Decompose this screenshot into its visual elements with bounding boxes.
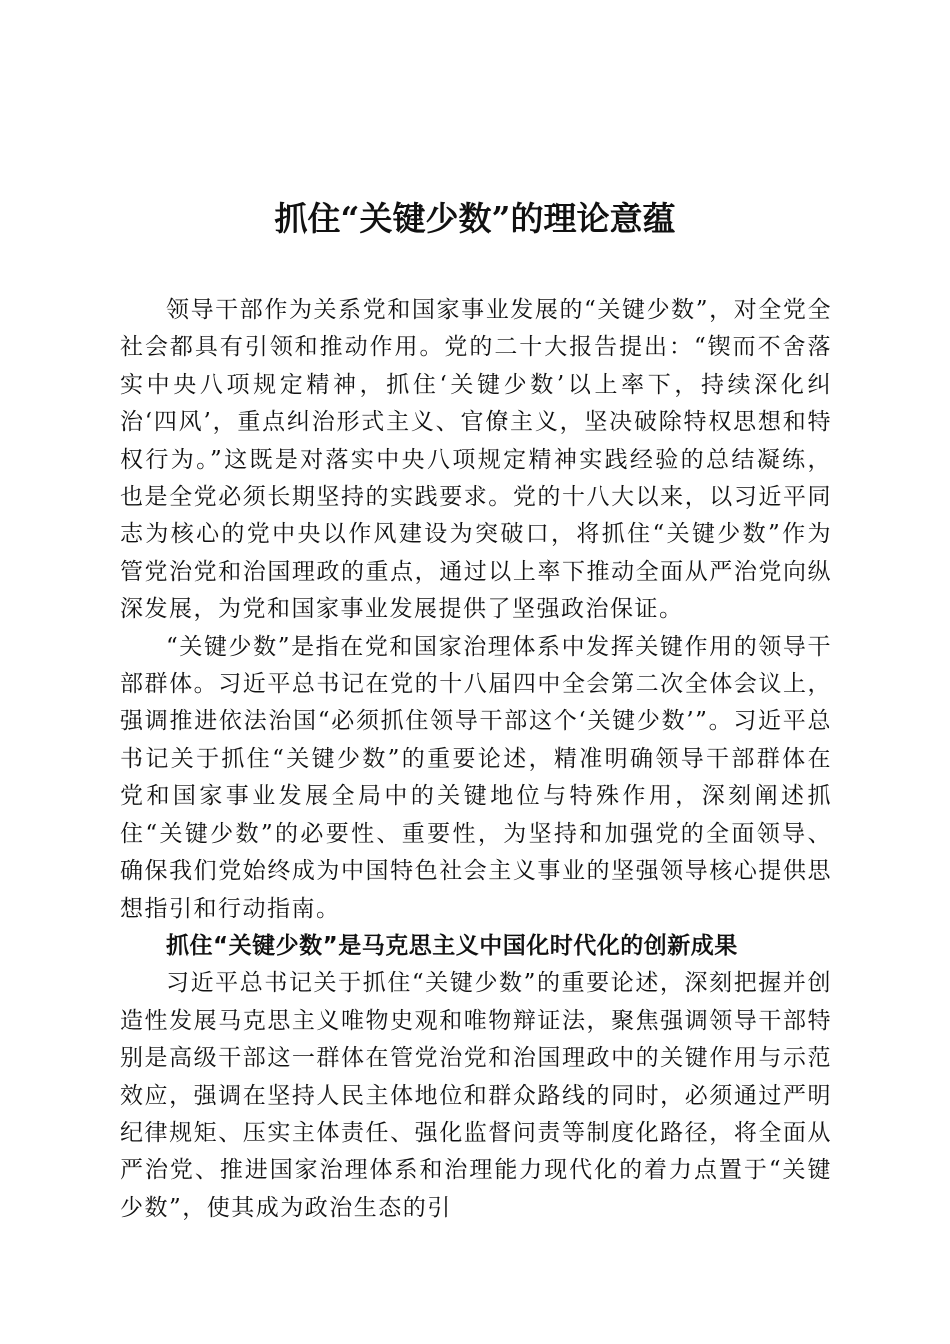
document-title: 抓住“关键少数”的理论意蕴 xyxy=(274,199,676,238)
paragraph-definition: “关键少数”是指在党和国家治理体系中发挥关键作用的领导干部群体。习近平总书记在党的十八届四中全会第二次全体会议上，强调推进依法治国“必须抓住领导干部这个‘关键少数’”。习近平总书记关于抓住“关键少数”的重要论述，精准明确领导干部群体在党和国家事业发展全局中的关键地位与特殊作用，深刻阐述抓住“关键少数”的必要性、重要性，为坚持和加强党的全面领导、确保我们党始终成为中国特色社会主义事业的坚强领导核心提供思想指引和行动指南。 xyxy=(120,633,832,922)
paragraph-intro: 领导干部作为关系党和国家事业发展的“关键少数”，对全党全社会都具有引领和推动作用。党的二十大报告提出：“锲而不舍落实中央八项规定精神，抓住‘关键少数’以上率下，持续深化纠治‘四风’，重点纠治形式主义、官僚主义，坚决破除特权思想和特权行为。”这既是对落实中央八项规定精神实践经验的总结凝练，也是全党必须长期坚持的实践要求。党的十八大以来，以习近平同志为核心的党中央以作风建设为突破口，将抓住“关键少数”作为管党治党和治国理政的重点，通过以上率下推动全面从严治党向纵深发展，为党和国家事业发展提供了坚强政治保证。 xyxy=(120,297,832,623)
paragraph-section-body: 习近平总书记关于抓住“关键少数”的重要论述，深刻把握并创造性发展马克思主义唯物史观和唯物辩证法，聚焦强调领导干部特别是高级干部这一群体在管党治党和治国理政中的关键作用与示范效应，强调在坚持人民主体地位和群众路线的同时，必须通过严明纪律规矩、压实主体责任、强化监督问责等制度化路径，将全面从严治党、推进国家治理体系和治理能力现代化的着力点置于“关键少数”，使其成为政治生态的引 xyxy=(120,970,832,1221)
document-body xyxy=(120,292,832,1227)
section-heading: 抓住“关键少数”是马克思主义中国化时代化的创新成果 xyxy=(166,932,738,959)
